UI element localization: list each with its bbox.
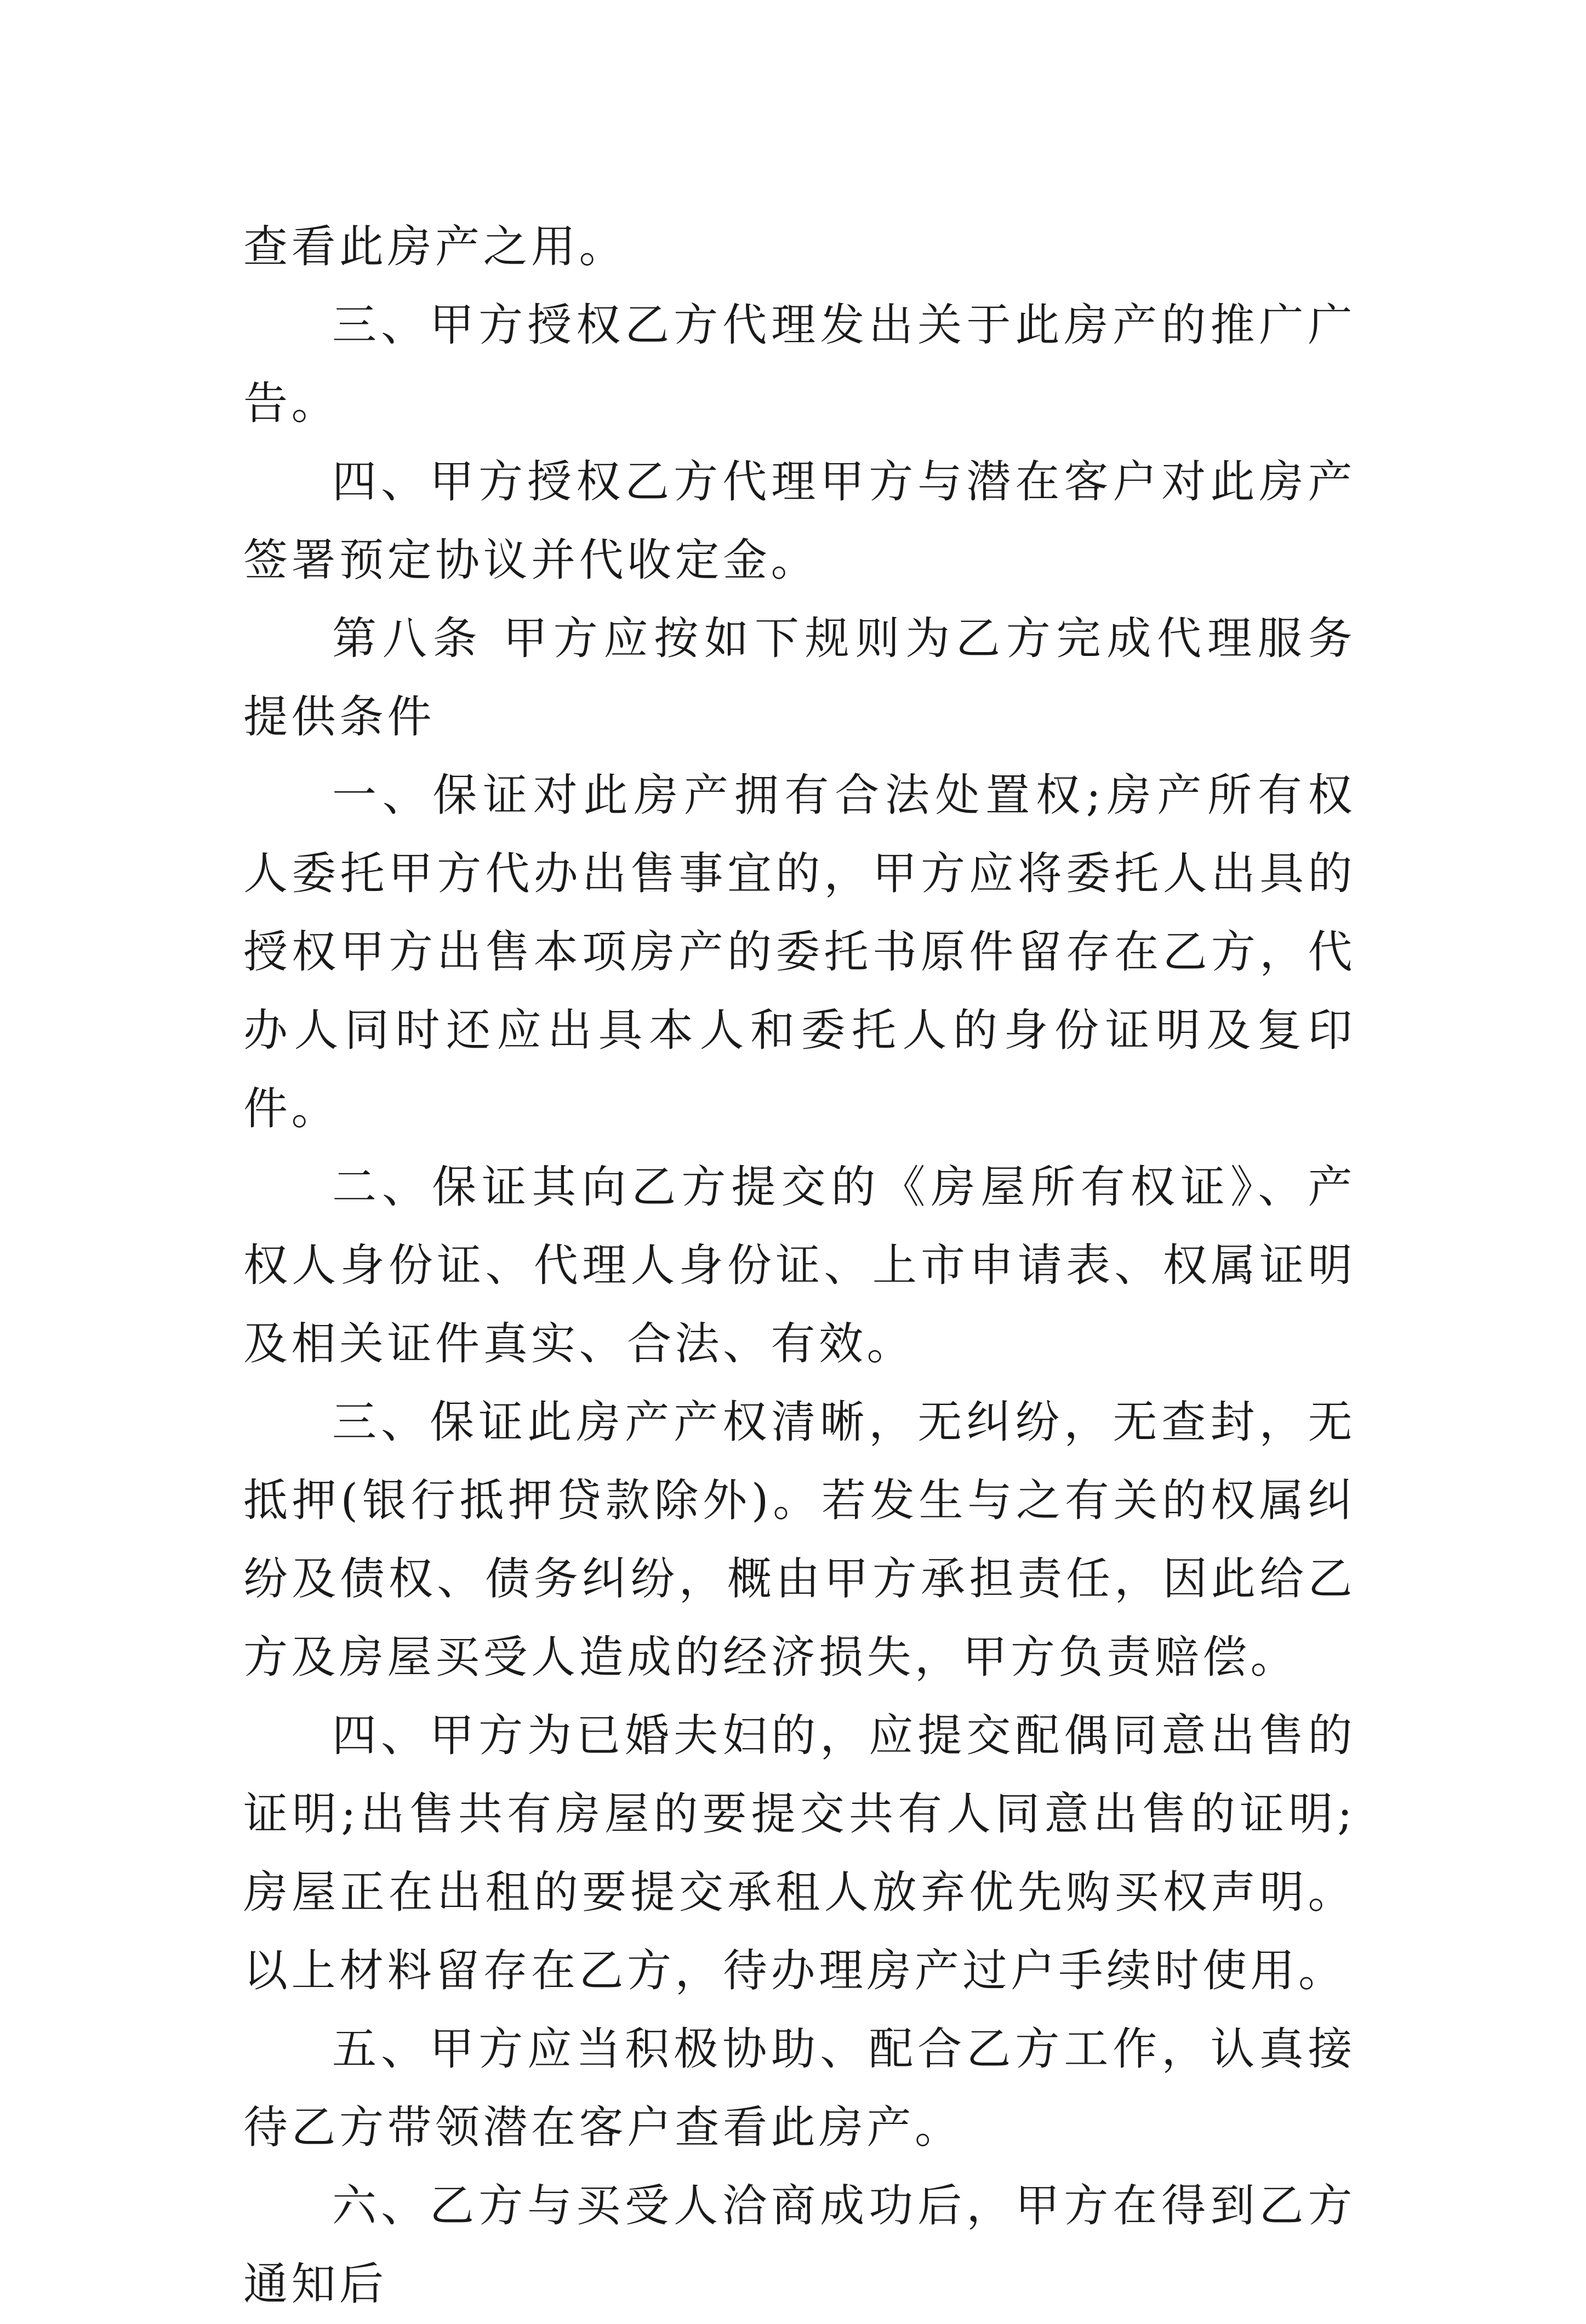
paragraph: 查看此房产之用。 (243, 221, 627, 273)
paragraph: 四、甲方授权乙方代理甲方与潜在客户对此房产签署预定协议并代收定金。 (243, 456, 1356, 586)
paragraph: 五、甲方应当积极协助、配合乙方工作，认真接待乙方带领潜在客户查看此房产。 (243, 2024, 1356, 2154)
paragraph: 四、甲方为已婚夫妇的，应提交配偶同意出售的证明;出售共有房屋的要提交共有人同意出售的证明;房屋正在出租的要提交承租人放弃优先购买权声明。以上材料留存在乙方，待办理房产过户手续时使用。 (243, 1710, 1356, 1997)
document-body (243, 208, 1356, 2324)
paragraph: 二、保证其向乙方提交的《房屋所有权证》、产权人身份证、代理人身份证、上市申请表、权属证明及相关证件真实、合法、有效。 (243, 1162, 1356, 1370)
paragraph: 六、乙方与买受人洽商成功后，甲方在得到乙方通知后 (243, 2180, 1356, 2310)
paragraph: 三、甲方授权乙方代理发出关于此房产的推广广告。 (243, 300, 1356, 430)
paragraph: 一、保证对此房产拥有合法处置权;房产所有权人委托甲方代办出售事宜的，甲方应将委托人出具的授权甲方出售本项房产的委托书原件留存在乙方，代办人同时还应出具本人和委托人的身份证明及复印件。 (243, 770, 1356, 1135)
article-heading: 第八条 甲方应按如下规则为乙方完成代理服务提供条件 (243, 613, 1356, 743)
paragraph: 三、保证此房产产权清晰，无纠纷，无查封，无抵押(银行抵押贷款除外)。若发生与之有关的权属纠纷及债权、债务纠纷，概由甲方承担责任，因此给乙方及房屋买受人造成的经济损失，甲方负责赔偿。 (243, 1397, 1356, 1683)
